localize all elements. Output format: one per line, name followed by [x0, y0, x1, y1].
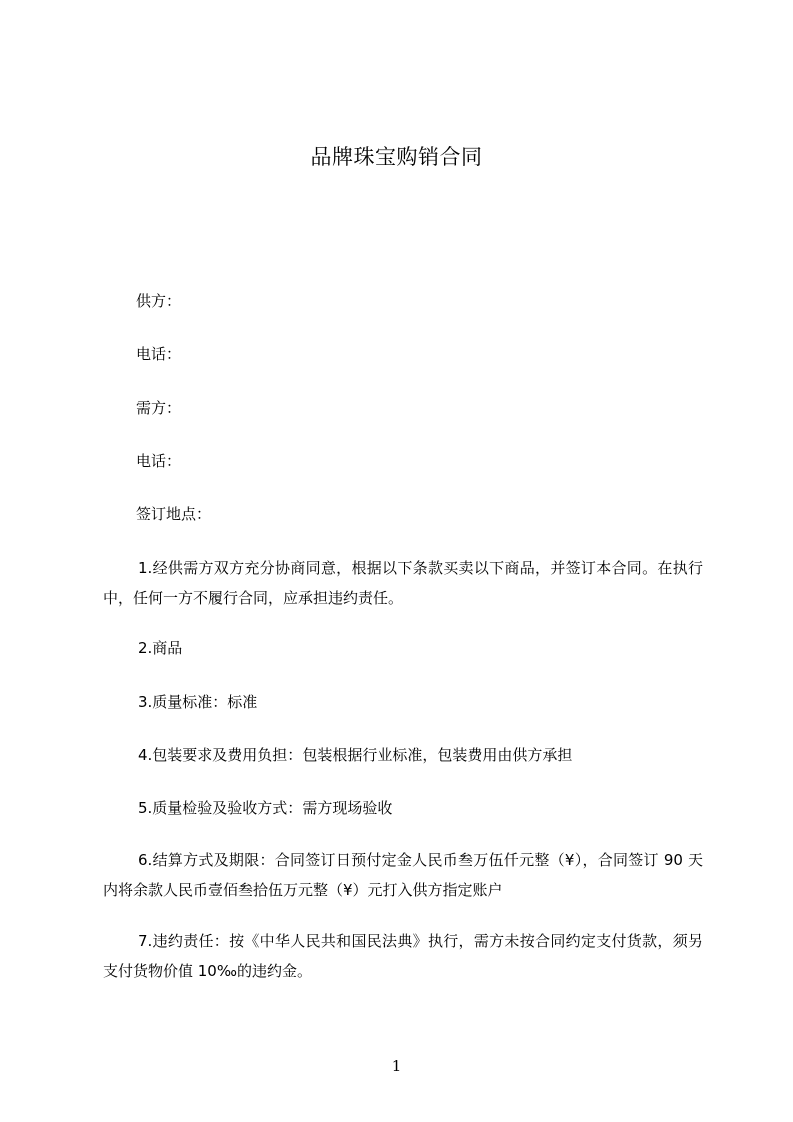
supplier-phone-field: 电话：: [136, 345, 182, 363]
sign-place-field: 签订地点：: [136, 505, 212, 523]
buyer-phone-field: 电话：: [136, 452, 182, 470]
clause-5: 5.质量检验及验收方式：需方现场验收: [138, 799, 393, 817]
clause-1: 1.经供需方双方充分协商同意，根据以下条款买卖以下商品，并签订本合同。在执行中，任何一方不履行合同，应承担违约责任。: [103, 559, 703, 607]
clause-3: 3.质量标准：标准: [138, 693, 258, 711]
clause-6: 6.结算方式及期限：合同签订日预付定金人民币叁万伍仟元整（¥），合同签订 90 天内将余款人民币壹佰叁拾伍万元整（¥）元打入供方指定账户: [103, 851, 703, 899]
clause-4: 4.包装要求及费用负担：包装根据行业标准，包装费用由供方承担: [138, 746, 573, 764]
clause-2: 2.商品: [138, 639, 183, 657]
document-title: 品牌珠宝购销合同: [310, 145, 483, 169]
buyer-field: 需方：: [136, 399, 182, 417]
clause-7: 7.违约责任：按《中华人民共和国民法典》执行，需方未按合同约定支付货款，须另支付货物价值 10‰的违约金。: [103, 932, 703, 980]
supplier-field: 供方：: [136, 292, 182, 310]
page-number: 1: [391, 1057, 402, 1075]
